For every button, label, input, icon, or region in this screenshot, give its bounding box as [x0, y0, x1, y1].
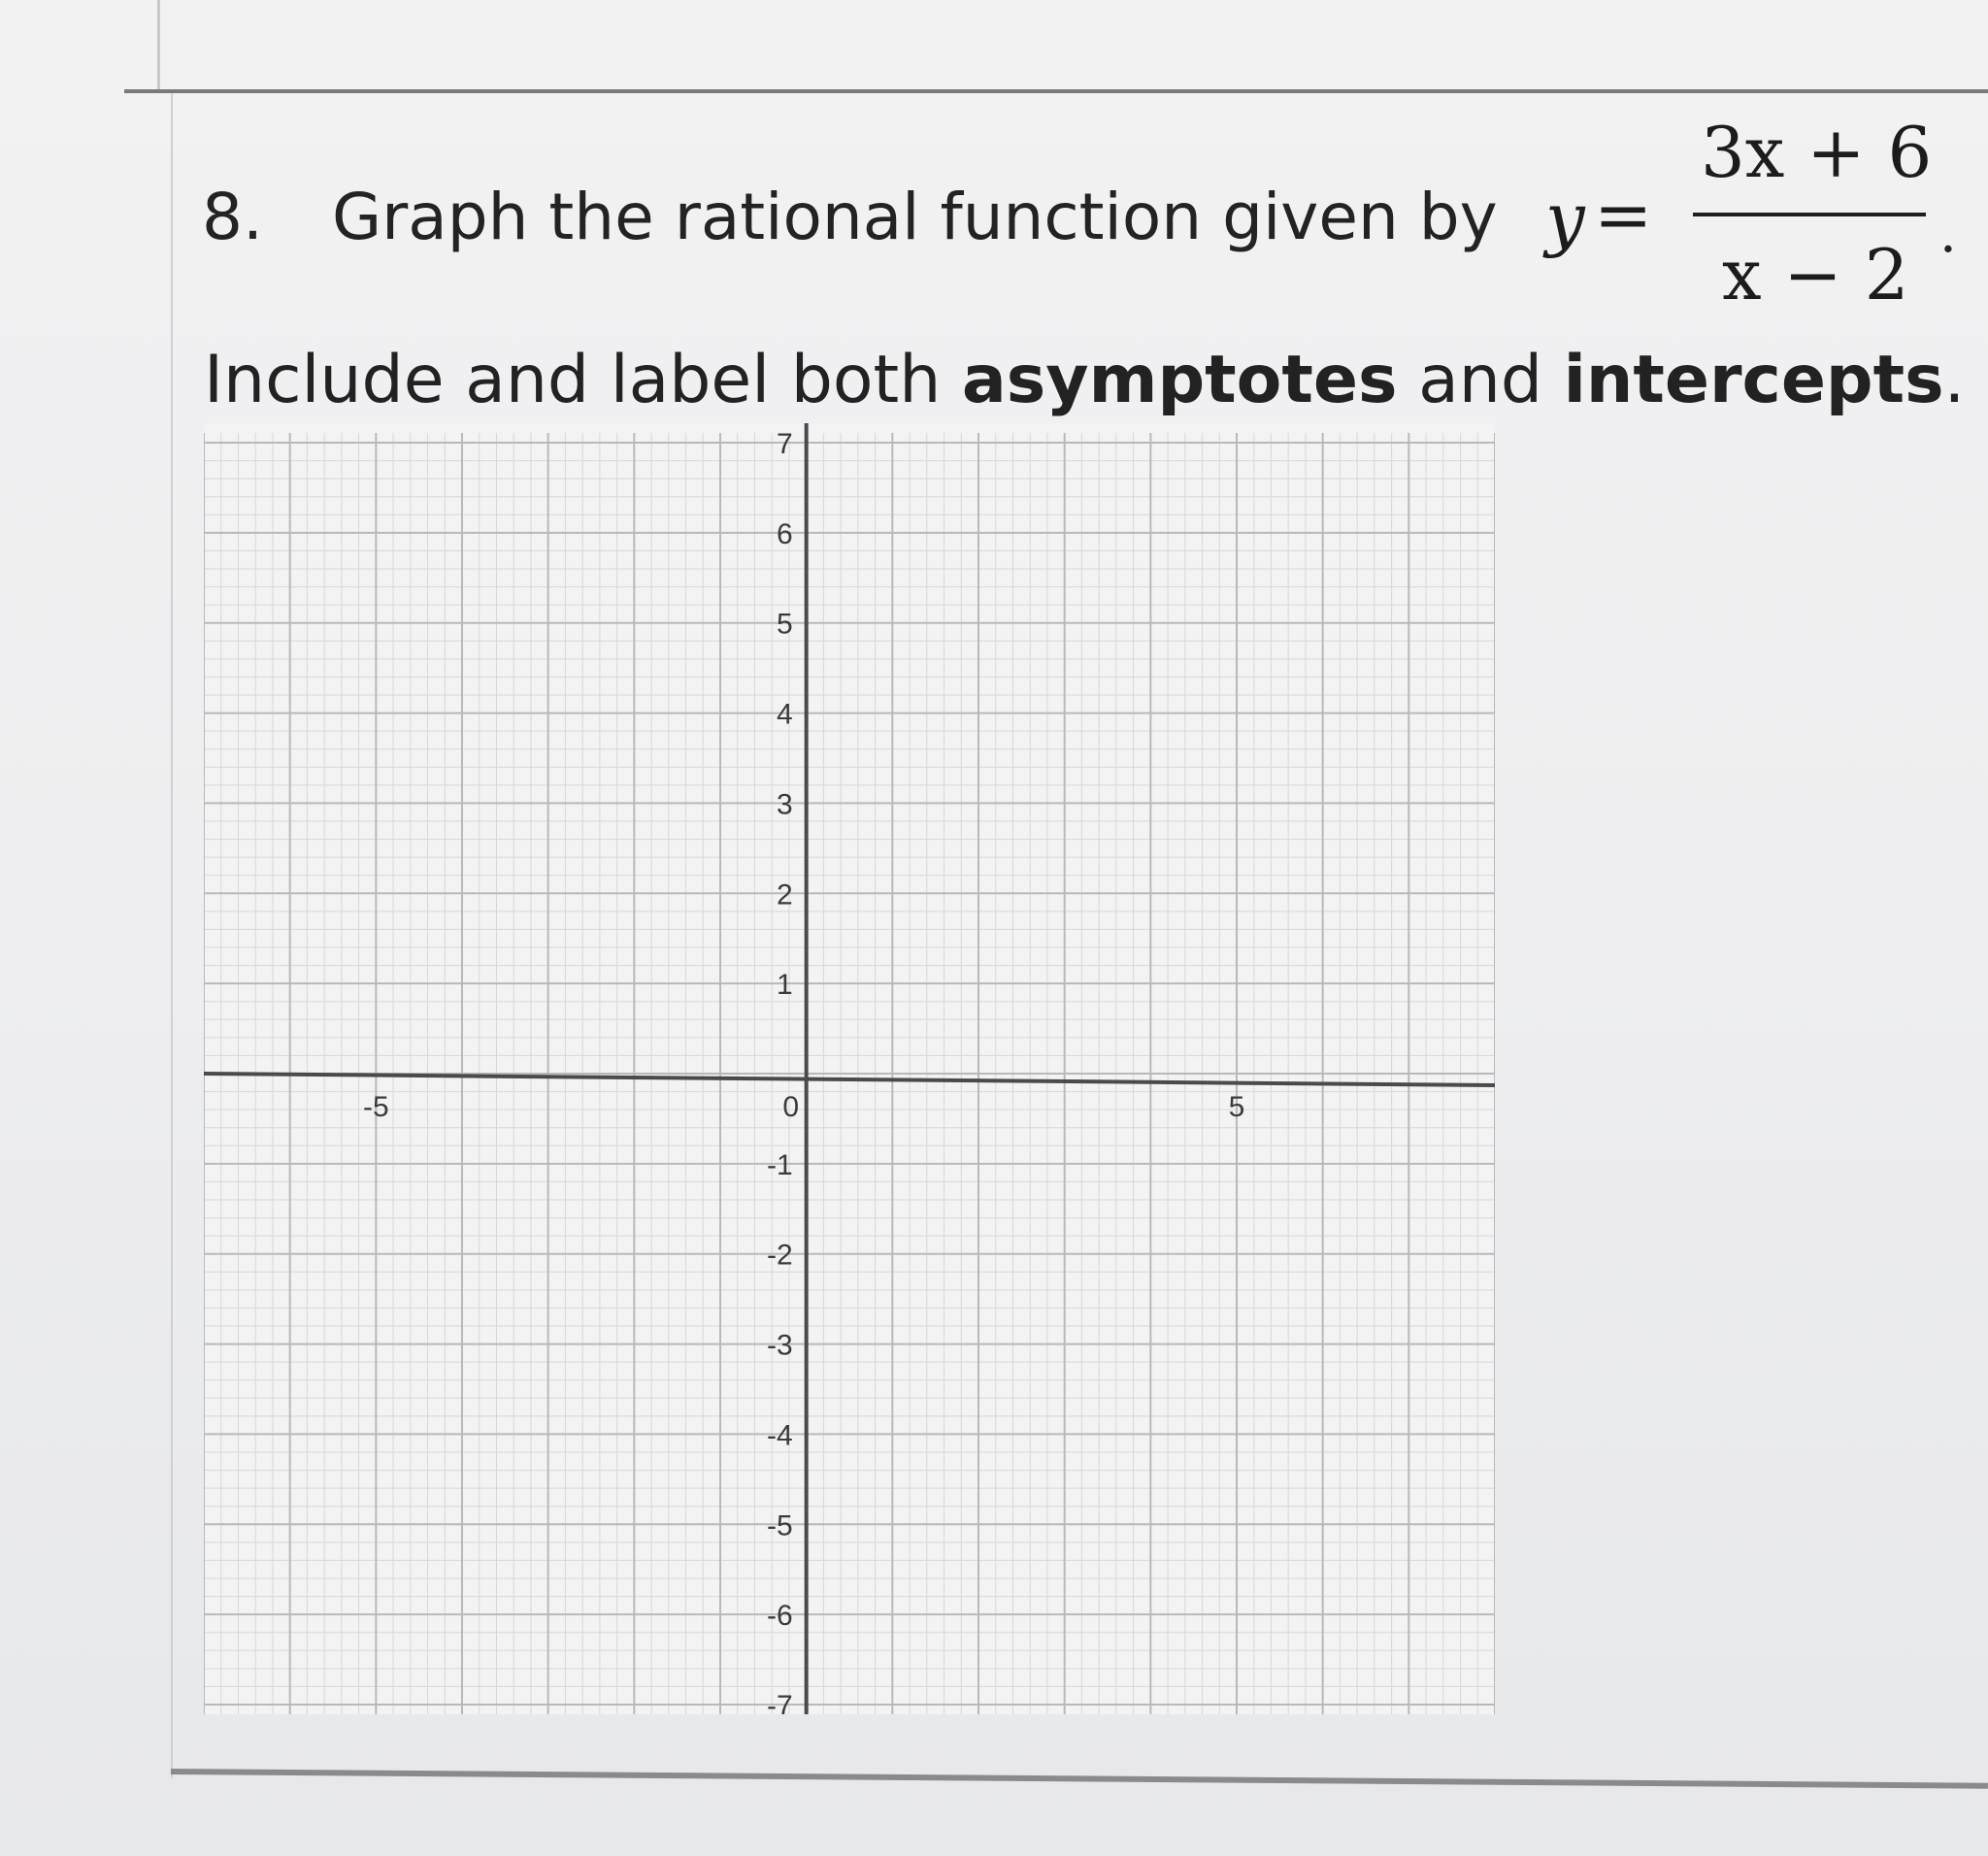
- y-tick-label-4: 4: [776, 698, 793, 731]
- y-tick-label-6: 6: [776, 517, 793, 550]
- problem-prompt: Graph the rational function given by: [332, 180, 1498, 254]
- y-tick-label-neg2: -2: [766, 1239, 793, 1272]
- problem-number: 8.: [202, 180, 263, 254]
- graph-paper[interactable]: [204, 423, 1495, 1714]
- y-tick-label-3: 3: [776, 788, 793, 821]
- equation-period: .: [1939, 202, 1957, 265]
- x-tick-label-5: 5: [1228, 1091, 1245, 1123]
- coordinate-grid[interactable]: [204, 423, 1495, 1714]
- y-tick-label-1: 1: [776, 969, 793, 1002]
- y-tick-label-neg1: -1: [766, 1148, 793, 1181]
- equation-denominator: x − 2: [1722, 234, 1909, 315]
- instruction-text-2: and: [1397, 342, 1564, 418]
- y-tick-label-neg6: -6: [766, 1600, 793, 1633]
- grid-background: [204, 423, 1495, 1714]
- instruction-text-1: Include and label both: [204, 342, 962, 418]
- equation-equals-sign: =: [1594, 174, 1653, 255]
- instruction-asymptotes: asymptotes: [961, 342, 1398, 418]
- y-tick-label-5: 5: [776, 608, 793, 641]
- problem-box-bottom-border: [171, 1769, 1988, 1789]
- y-tick-label-2: 2: [776, 878, 793, 911]
- problem-box-top-border: [124, 89, 1988, 93]
- instruction-text-3: .: [1943, 342, 1966, 418]
- page-border-left-top: [157, 0, 160, 93]
- y-tick-label-neg5: -5: [766, 1509, 793, 1542]
- instruction-intercepts: intercepts: [1563, 342, 1944, 418]
- problem-instruction: [204, 342, 1965, 418]
- y-tick-label-neg4: -4: [766, 1419, 793, 1452]
- y-tick-label-7: 7: [776, 428, 793, 460]
- x-tick-label-0: 0: [782, 1091, 800, 1123]
- y-tick-label-neg7: -7: [766, 1690, 793, 1714]
- fraction-bar: [1693, 213, 1926, 216]
- y-tick-label-neg3: -3: [766, 1329, 793, 1362]
- equation-lhs: y: [1545, 178, 1585, 259]
- x-tick-label-neg5: -5: [362, 1091, 389, 1123]
- problem-box-left-border: [171, 93, 173, 1778]
- equation-numerator: 3x + 6: [1701, 112, 1933, 193]
